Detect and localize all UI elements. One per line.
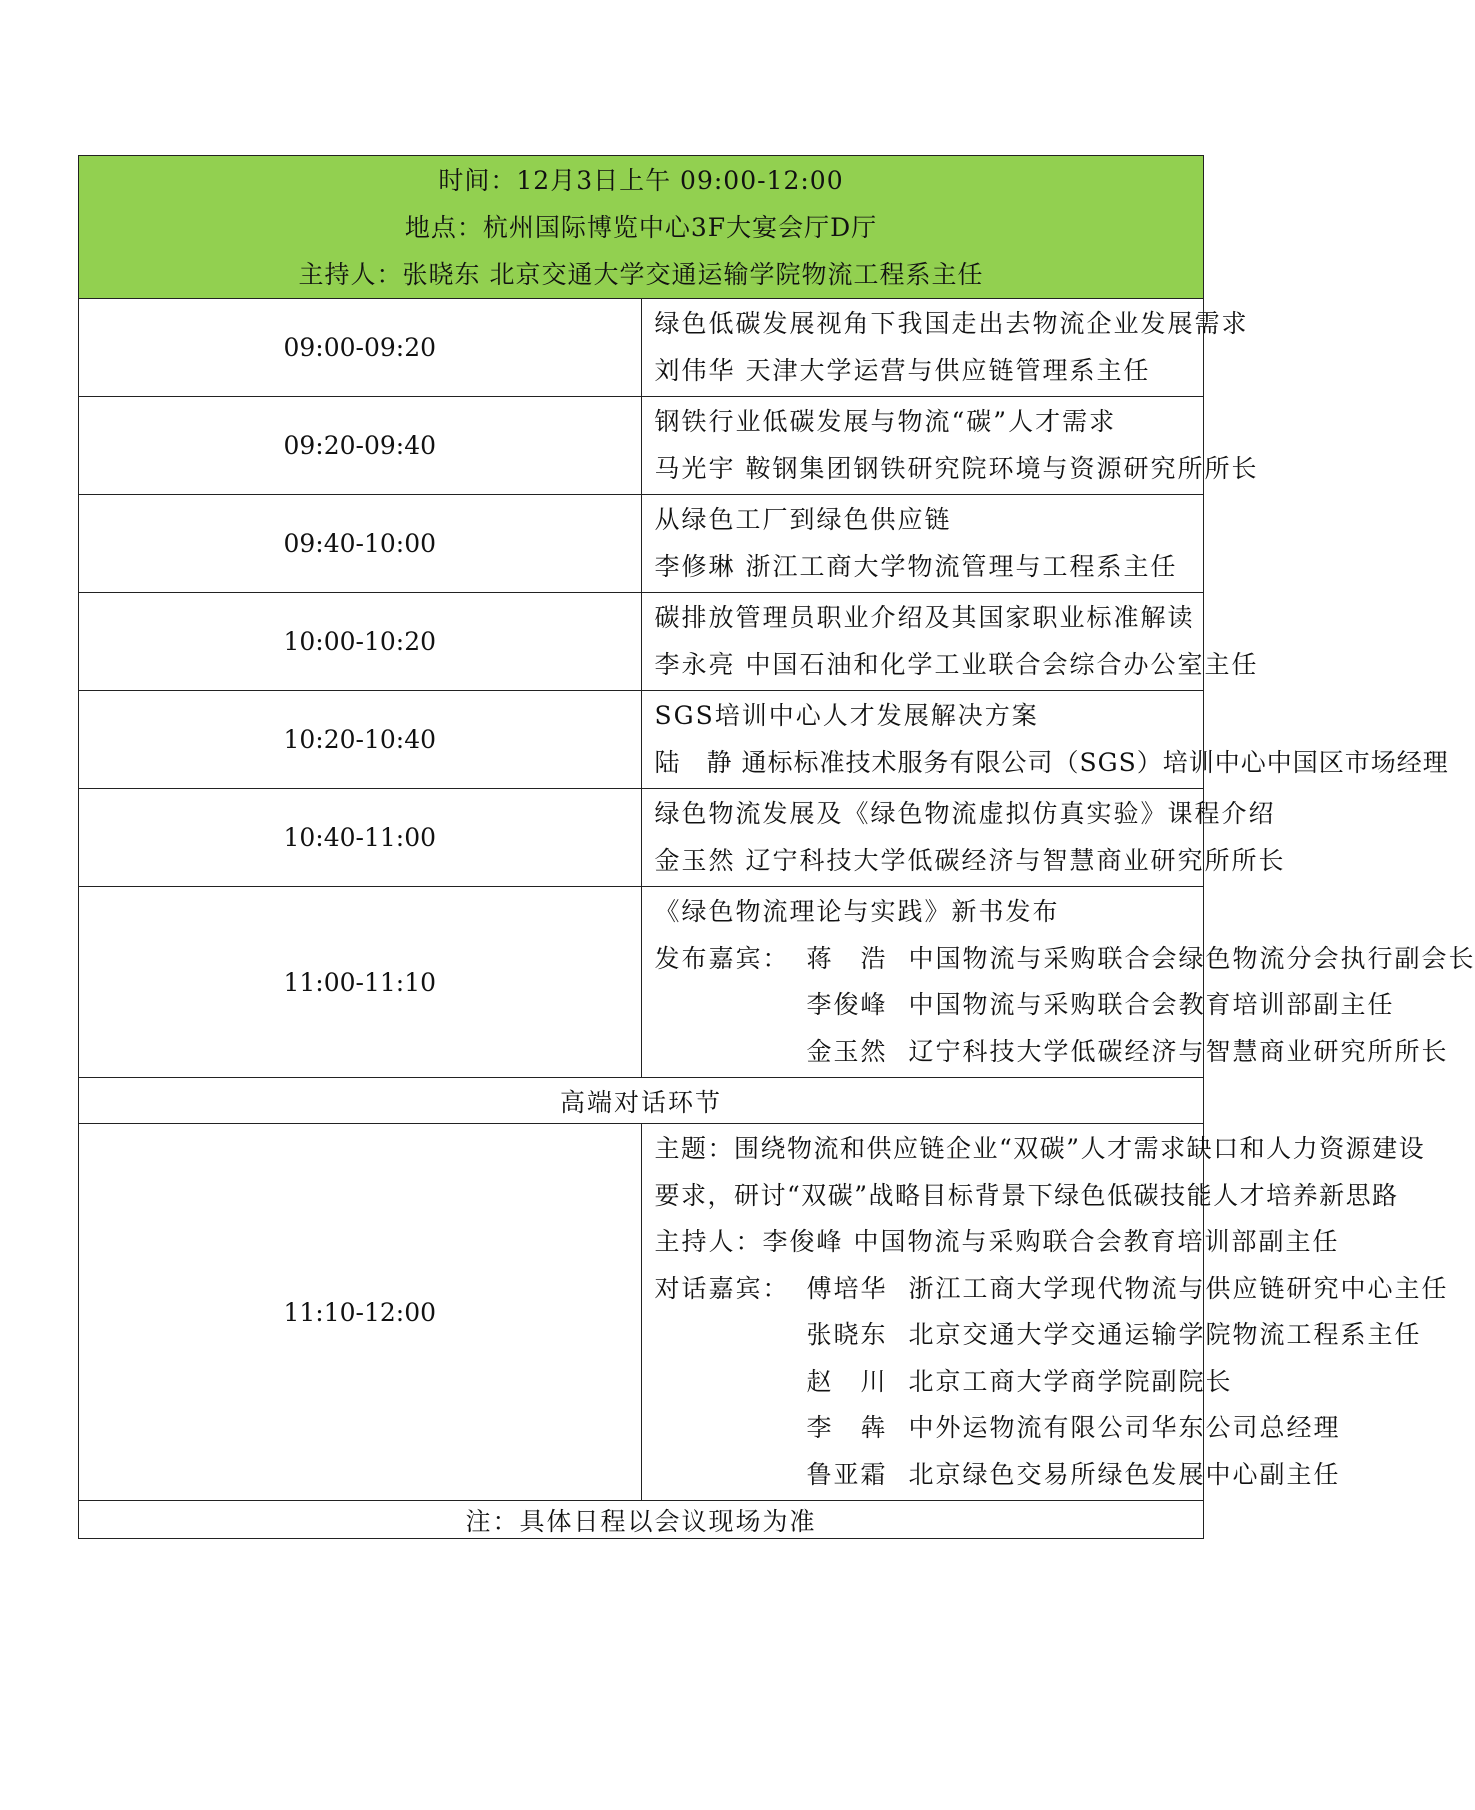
release-guest-line (654, 936, 1475, 983)
speaker-name: 马光宇 (654, 453, 736, 483)
session-time: 09:40-10:00 (79, 495, 642, 593)
dialogue-guest-line (654, 1266, 1449, 1313)
guest-name: 傅培华 (806, 1273, 888, 1303)
speaker-name: 金玉然 (654, 845, 736, 875)
session-row (79, 397, 1204, 495)
header-row (79, 156, 1204, 299)
dialogue-host: 主持人：李俊峰 中国物流与采购联合会教育培训部副主任 (654, 1227, 1340, 1256)
session-time: 09:00-09:20 (79, 299, 642, 397)
release-guest-label: 发布嘉宾： (654, 943, 790, 973)
session-time: 10:20-10:40 (79, 691, 642, 789)
session-time: 09:20-09:40 (79, 397, 642, 495)
header-cell (79, 156, 1204, 299)
guest-org: 浙江工商大学现代物流与供应链研究中心主任 (908, 1273, 1449, 1303)
session-title: 钢铁行业低碳发展与物流“碳”人才需求 (654, 407, 1117, 436)
dialogue-row (79, 1124, 1204, 1501)
guest-org: 北京绿色交易所绿色发展中心副主任 (908, 1459, 1341, 1489)
speaker-name: 刘伟华 (654, 355, 736, 385)
session-row (79, 593, 1204, 691)
guest-name: 鲁亚霜 (806, 1459, 888, 1489)
header-host: 主持人：张晓东 北京交通大学交通运输学院物流工程系主任 (298, 259, 984, 289)
dialogue-guest-line (655, 1452, 1341, 1499)
release-guest-line (655, 1029, 1449, 1076)
session-speaker-line (655, 348, 1192, 395)
session-speaker-line (654, 446, 1259, 493)
session-title: 从绿色工厂到绿色供应链 (654, 505, 952, 534)
session-content (641, 299, 1249, 397)
speaker-org: 中国石油和化学工业联合会综合办公室主任 (745, 649, 1259, 679)
dialogue-guest-line (655, 1405, 1341, 1452)
release-title: 《绿色物流理论与实践》新书发布 (654, 897, 1060, 926)
speaker-org: 鞍钢集团钢铁研究院环境与资源研究所所长 (745, 453, 1259, 483)
session-row (79, 789, 1204, 887)
guest-name: 张晓东 (806, 1320, 888, 1349)
speaker-name: 李修琳 (654, 551, 736, 581)
session-title: 绿色低碳发展视角下我国走出去物流企业发展需求 (654, 309, 1249, 338)
session-title: 绿色物流发展及《绿色物流虚拟仿真实验》课程介绍 (654, 799, 1276, 828)
session-content (641, 593, 1259, 691)
session-row (79, 299, 1204, 397)
speaker-org: 天津大学运营与供应链管理系主任 (745, 355, 1151, 385)
session-speaker-line (654, 838, 1286, 885)
guest-name: 蒋 浩 (806, 943, 888, 973)
session-content (641, 691, 1449, 789)
session-speaker-line (655, 544, 1192, 591)
header-time: 时间：12月3日上午 09:00-12:00 (438, 165, 844, 195)
session-speaker-line (654, 642, 1259, 689)
session-row (79, 495, 1204, 593)
session-row (79, 691, 1204, 789)
guest-org: 北京交通大学交通运输学院物流工程系主任 (908, 1320, 1422, 1349)
guest-name: 李俊峰 (806, 990, 888, 1019)
release-row (79, 887, 1204, 1078)
dialogue-topic-line-2: 要求，研讨“双碳”战略目标背景下绿色低碳技能人才培养新思路 (654, 1180, 1399, 1210)
guest-name: 赵 川 (806, 1366, 888, 1396)
release-time: 11:00-11:10 (79, 887, 642, 1078)
dialogue-guest-line (655, 1312, 1422, 1359)
session-title: 碳排放管理员职业介绍及其国家职业标准解读 (654, 603, 1195, 632)
session-time: 10:40-11:00 (79, 789, 642, 887)
guest-name: 金玉然 (806, 1036, 888, 1066)
session-content (641, 397, 1259, 495)
release-guest-line (655, 982, 1395, 1029)
speaker-org: 通标标准技术服务有限公司（SGS）培训中心中国区市场经理 (741, 747, 1449, 777)
dialogue-topic-line-1: 主题：围绕物流和供应链企业“双碳”人才需求缺口和人力资源建设 (654, 1134, 1426, 1163)
session-content (641, 495, 1204, 593)
guest-name: 李 犇 (806, 1413, 888, 1442)
speaker-name: 陆 静 (654, 747, 733, 777)
header-place: 地点：杭州国际博览中心3F大宴会厅D厅 (404, 212, 878, 242)
dialogue-heading: 高端对话环节 (79, 1078, 1204, 1124)
dialogue-guest-label: 对话嘉宾： (654, 1273, 790, 1303)
release-content (641, 887, 1475, 1078)
session-title: SGS培训中心人才发展解决方案 (654, 701, 1039, 730)
note-row (79, 1501, 1204, 1539)
speaker-org: 浙江工商大学物流管理与工程系主任 (745, 551, 1178, 581)
session-content (641, 789, 1286, 887)
dialogue-time: 11:10-12:00 (79, 1124, 642, 1501)
guest-org: 北京工商大学商学院副院长 (908, 1366, 1233, 1396)
session-time: 10:00-10:20 (79, 593, 642, 691)
agenda-table (78, 155, 1475, 1539)
guest-org: 中外运物流有限公司华东公司总经理 (908, 1413, 1341, 1442)
guest-org: 中国物流与采购联合会绿色物流分会执行副会长 (908, 943, 1475, 973)
dialogue-content (641, 1124, 1449, 1501)
agenda-sheet (78, 155, 1475, 1539)
dialogue-heading-row (79, 1078, 1204, 1124)
guest-org: 中国物流与采购联合会教育培训部副主任 (908, 990, 1395, 1019)
guest-org: 辽宁科技大学低碳经济与智慧商业研究所所长 (908, 1036, 1449, 1066)
speaker-name: 李永亮 (654, 649, 736, 679)
note-text: 注：具体日程以会议现场为准 (79, 1501, 1204, 1539)
session-speaker-line (654, 740, 1449, 787)
speaker-org: 辽宁科技大学低碳经济与智慧商业研究所所长 (745, 845, 1286, 875)
dialogue-guest-line (655, 1359, 1233, 1406)
